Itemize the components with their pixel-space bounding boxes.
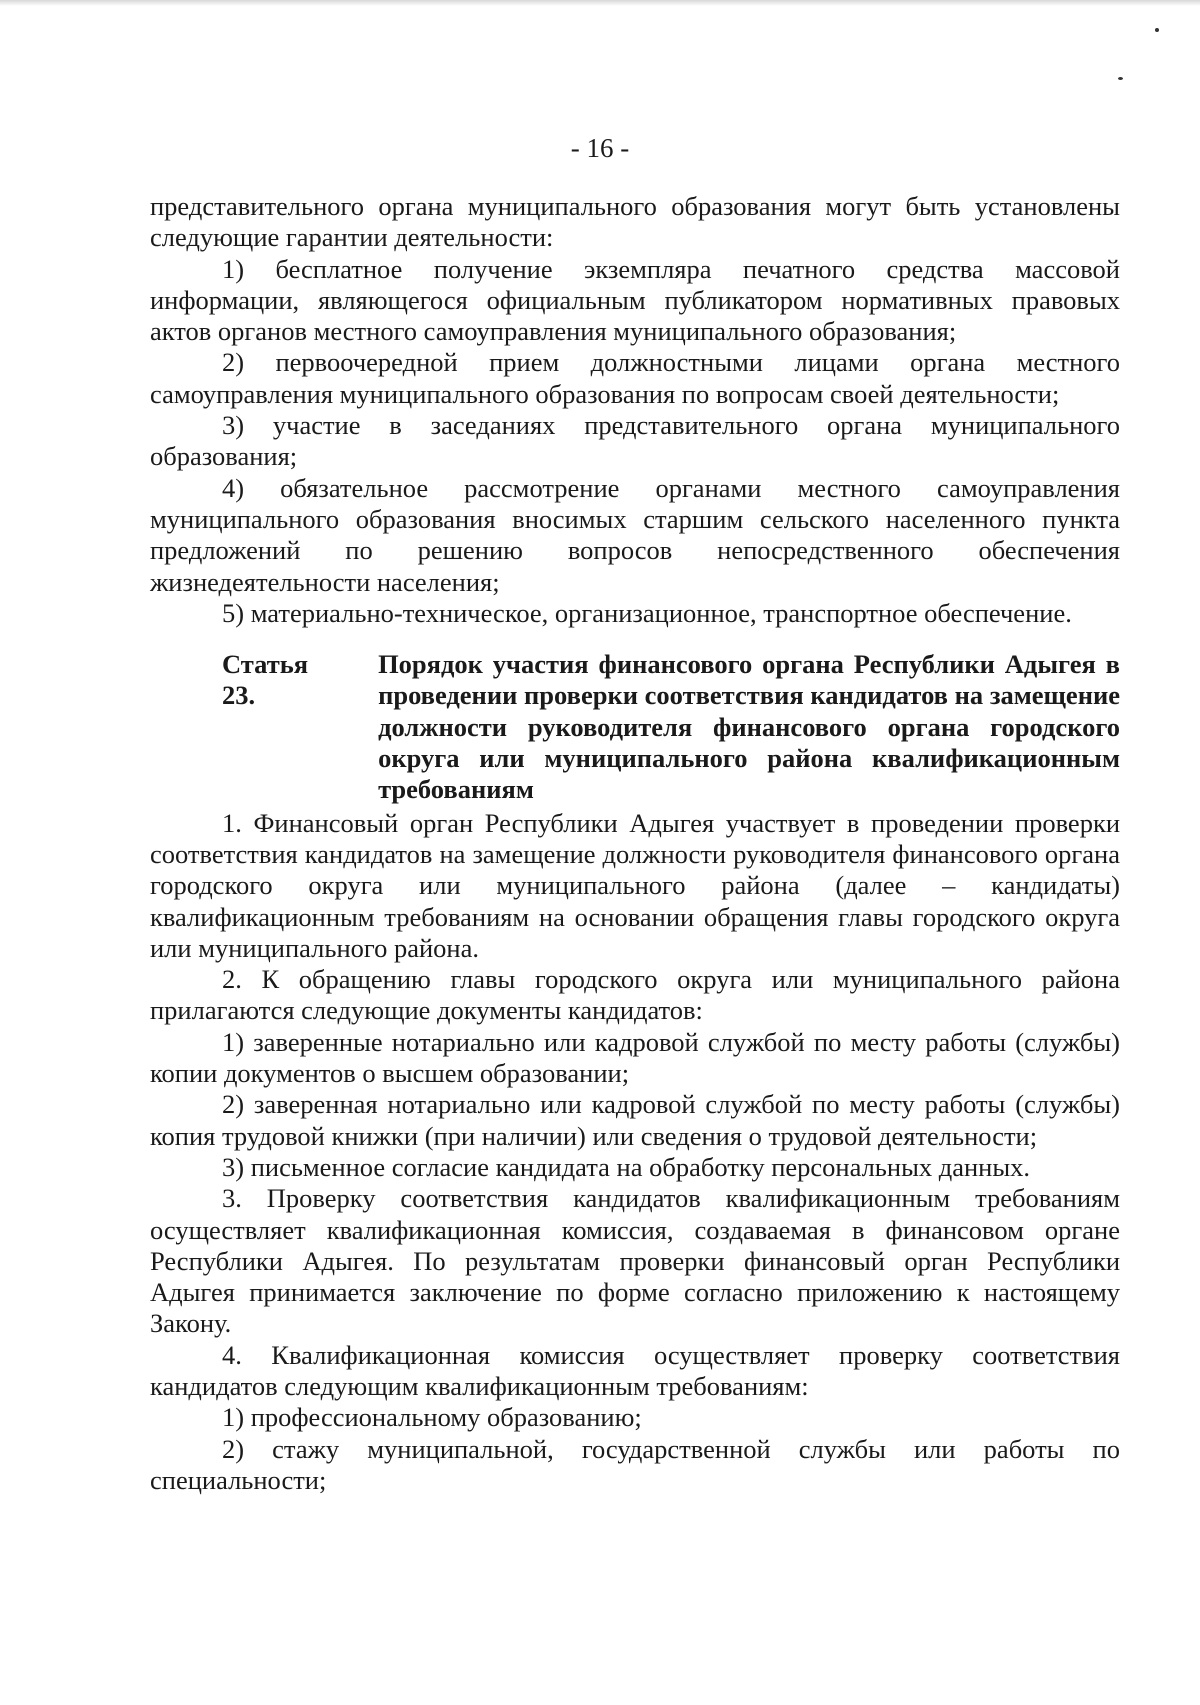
article-heading [150,649,1120,805]
paragraph: 2. К обращению главы городского округа или муниципального района прилагаются следующие документы кандидатов: [150,964,1120,1026]
scan-speck [1155,28,1159,32]
scan-speck [1118,77,1123,80]
paragraph: 1) бесплатное получение экземпляра печатного средства массовой информации, являющегося официальным публикатором нормативных правовых актов органов местного самоуправления муниципального образования; [150,253,1120,347]
paragraph: 2) стажу муниципальной, государственной службы или работы по специальности; [150,1433,1120,1495]
paragraph: 4) обязательное рассмотрение органами местного самоуправления муниципального образования вносимых старшим сельского населенного пункта предложений по решению вопросов непосредственного обеспечения жизнедеятельности населения; [150,472,1120,597]
paragraph: 5) материально-техническое, организационное, транспортное обеспечение. [222,597,1072,628]
paragraph: представительного органа муниципального образования могут быть установлены следующие гарантии деятельности: [150,191,1120,253]
paragraph: 2) первоочередной прием должностными лицами органа местного самоуправления муниципального образования по вопросам своей деятельности; [150,347,1120,409]
paragraph: 2) заверенная нотариально или кадровой службой по месту работы (службы) копия трудовой книжки (при наличии) или сведения о трудовой деятельности; [150,1089,1120,1151]
paragraph: 1) профессиональному образованию; [222,1402,642,1433]
page-number: - 16 - [570,133,630,163]
document-body [150,191,1120,1496]
paragraph: 3. Проверку соответствия кандидатов квалификационным требованиям осуществляет квалификационная комиссия, создаваемая в финансовом органе Республики Адыгея. По результатам проверки финансовый орган Республики Адыгея принимается заключение по форме согласно приложению к настоящему Закону. [150,1183,1120,1339]
scan-top-edge [0,0,1200,6]
paragraph: 4. Квалификационная комиссия осуществляет проверку соответствия кандидатов следующим квалификационным требованиям: [150,1339,1120,1401]
paragraph: 1. Финансовый орган Республики Адыгея участвует в проведении проверки соответствия кандидатов на замещение должности руководителя финансового органа городского округа или муниципального района (далее – кандидаты) квалификационным требованиям на основании обращения главы городского округа или муниципального района. [150,807,1120,963]
article-title: Порядок участия финансового органа Республики Адыгея в проведении проверки соответствия кандидатов на замещение должности руководителя финансового органа городского округа или муниципального района квалификационным требованиям [378,649,1120,805]
paragraph: 3) участие в заседаниях представительного органа муниципального образования; [150,410,1120,472]
article-label: Статья 23. [222,649,309,711]
paragraph: 3) письменное согласие кандидата на обработку персональных данных. [222,1151,1031,1182]
paragraph: 1) заверенные нотариально или кадровой службой по месту работы (службы) копии документов о высшем образовании; [150,1026,1120,1089]
